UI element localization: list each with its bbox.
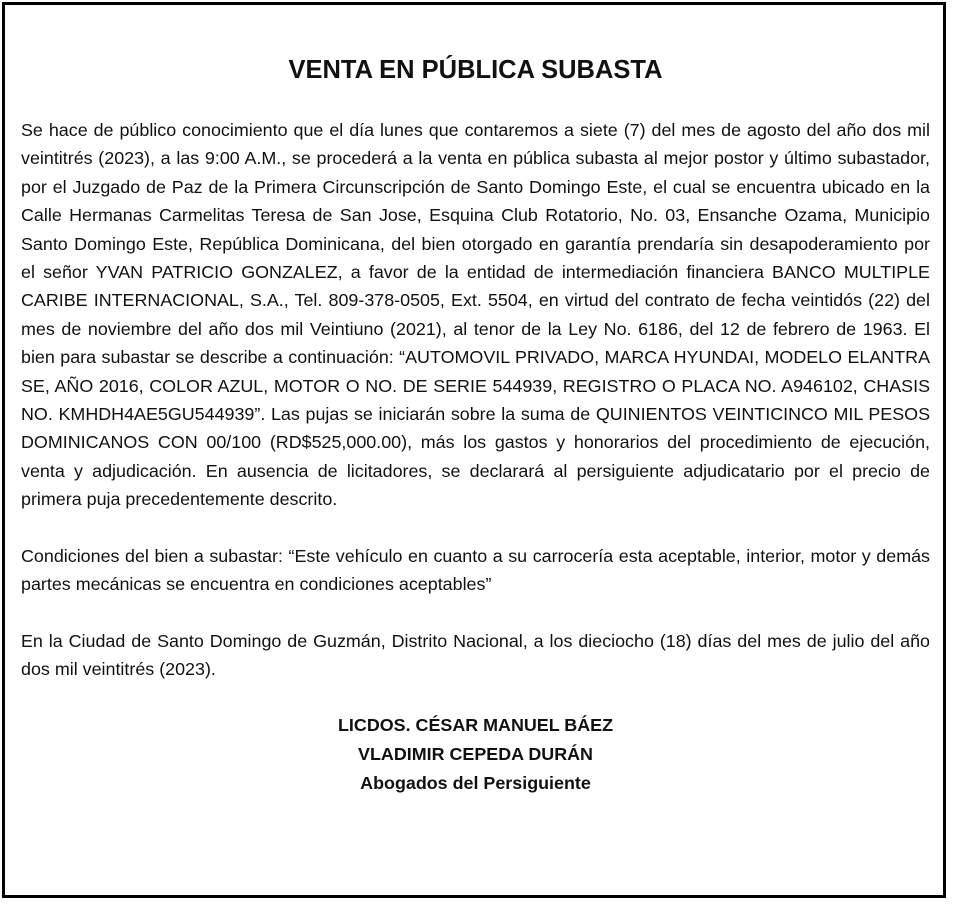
signature-lawyer-1: LICDOS. CÉSAR MANUEL BÁEZ [338,715,613,736]
notice-title: VENTA EN PÚBLICA SUBASTA [288,56,663,84]
signature-block [21,711,930,797]
signature-role: Abogados del Persiguiente [360,772,591,793]
auction-notice [2,2,946,898]
auction-details-paragraph: Se hace de público conocimiento que el día lunes que contaremos a siete (7) del mes de agosto del año dos mil veintitrés (2023), a las 9:00 A.M., se procederá a la venta en pública subasta al mejor postor y último subastador, por el Juzgado de Paz de la Primera Circunscripción de Santo Domingo Este, el cual se encuentra ubicado en la Calle Hermanas Carmelitas Teresa de San Jose, Esquina Club Rotatorio, No. 03, Ensanche Ozama, Municipio Santo Domingo Este, República Dominicana, del bien otorgado en garantía prendaría sin desapoderamiento por el señor YVAN PATRICIO GONZALEZ, a favor de la entidad de intermediación financiera BANCO MULTIPLE CARIBE INTERNACIONAL, S.A., Tel. 809-378-0505, Ext. 5504, en virtud del contrato de fecha veintidós (22) del mes de noviembre del año dos mil Veintiuno (2021), al tenor de la Ley No. 6186, del 12 de febrero de 1963. El bien para subastar se describe a continuación: “AUTOMOVIL PRIVADO, MARCA HYUNDAI, MODELO ELANTRA SE, AÑO 2016, COLOR AZUL, MOTOR O NO. DE SERIE 544939, REGISTRO O PLACA NO. A946102, CHASIS NO. KMHDH4AE5GU544939”. Las pujas se iniciarán sobre la suma de QUINIENTOS VEINTICINCO MIL PESOS DOMINICANOS CON 00/100 (RD$525,000.00), más los gastos y honorarios del procedimiento de ejecución, venta y adjudicación. En ausencia de licitadores, se declarará al persiguiente adjudicatario por el precio de primera puja precedentemente descrito. [21,120,930,510]
vehicle-conditions-paragraph: Condiciones del bien a subastar: “Este vehículo en cuanto a su carrocería esta aceptable, interior, motor y demás partes mecánicas se encuentra en condiciones aceptables” [21,545,930,595]
notice-content [21,51,930,797]
signature-lawyer-2: VLADIMIR CEPEDA DURÁN [358,743,593,764]
date-place-paragraph: En la Ciudad de Santo Domingo de Guzmán, Distrito Nacional, a los dieciocho (18) días del mes de julio del año dos mil veintitrés (2023). [21,630,930,679]
